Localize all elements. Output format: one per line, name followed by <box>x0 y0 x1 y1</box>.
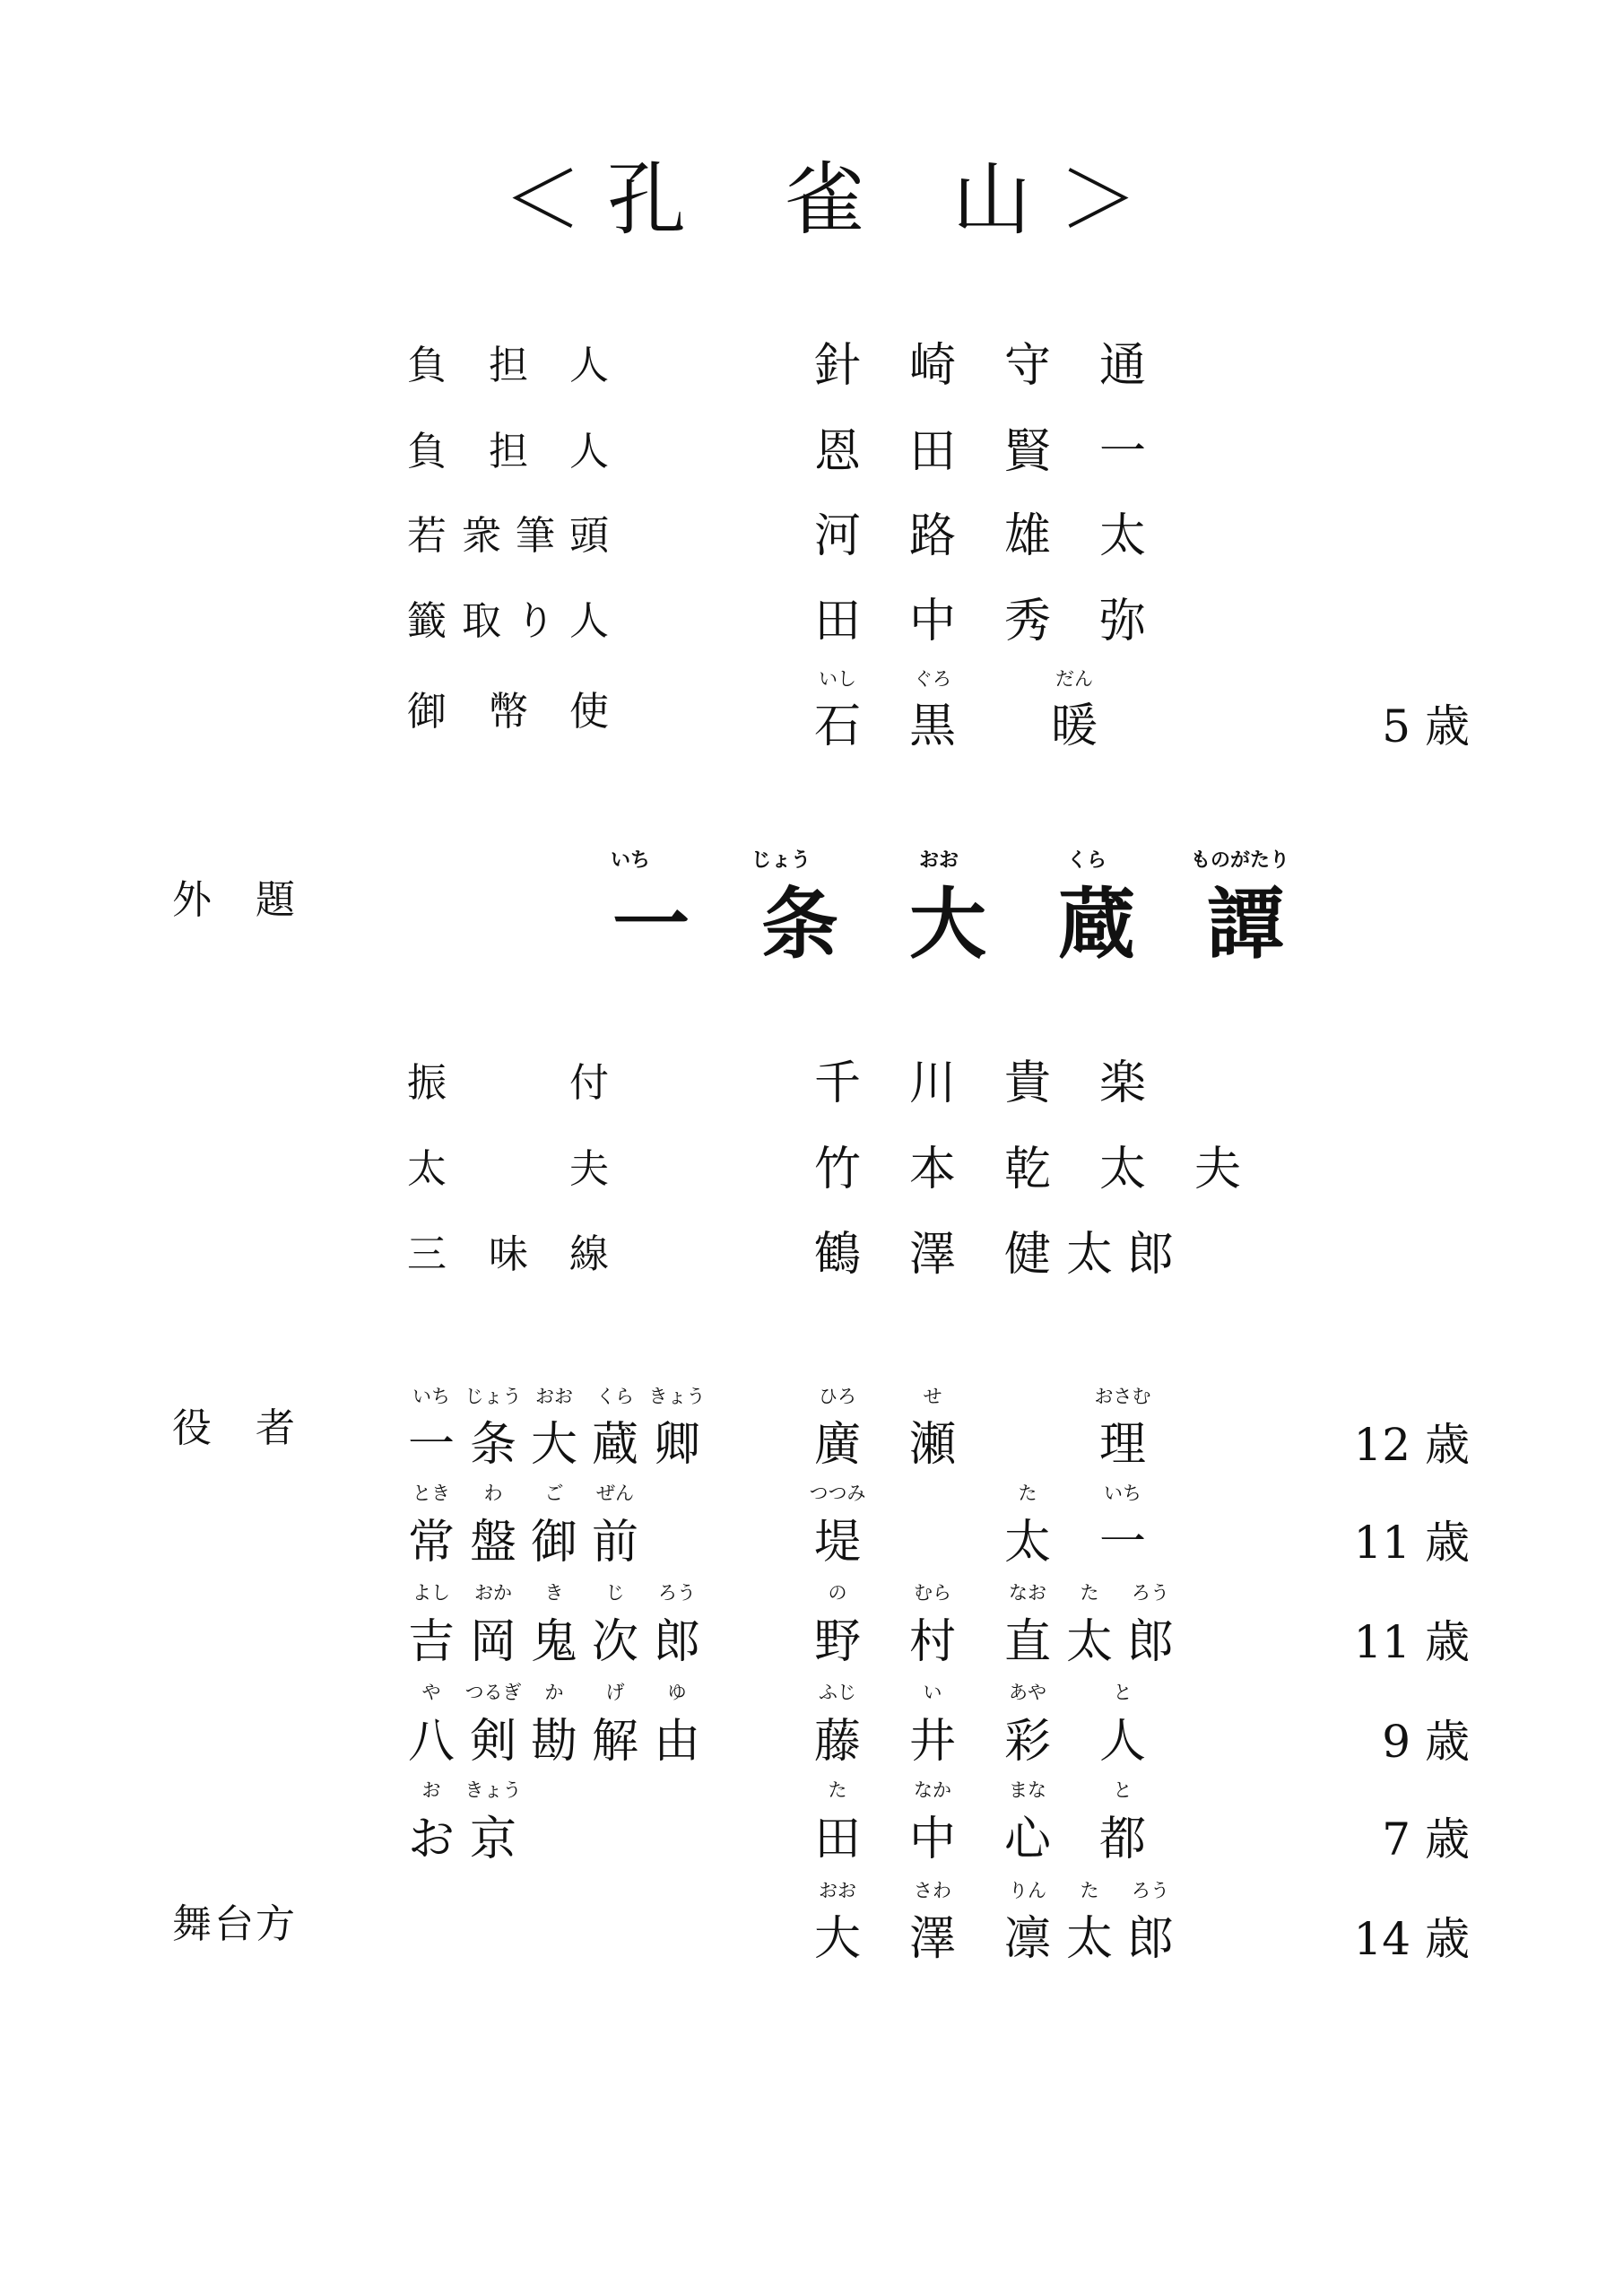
cast-label-char: 役 <box>172 1405 212 1451</box>
ruby-text: おお <box>918 849 959 872</box>
official-name-char: 賢 <box>1003 425 1052 479</box>
ruby-text: ふじ <box>819 1682 856 1703</box>
play-title-char: 譚 <box>1207 880 1284 970</box>
ruby-text: か <box>544 1682 564 1703</box>
ruby-text: ろう <box>1132 1582 1169 1604</box>
cast-age: 12 歳 <box>1353 1419 1470 1471</box>
official-name-char: 田 <box>908 425 957 479</box>
official-role-char: 取 <box>462 598 501 644</box>
staff-role-char: 振 <box>407 1060 447 1106</box>
staff-name-char: 澤 <box>908 1228 957 1282</box>
stage-crew-name-char: 太 <box>1065 1912 1114 1966</box>
official-name-char: 雄 <box>1003 509 1052 563</box>
ruby-text: いち <box>412 1386 450 1407</box>
ruby-text: だん <box>1055 668 1093 690</box>
official-name <box>0 425 1623 479</box>
ruby-text: わ <box>483 1483 503 1504</box>
ruby-text: よし <box>412 1582 450 1604</box>
ruby-text: ゆ <box>667 1682 687 1703</box>
staff-name <box>0 1143 1623 1196</box>
staff-name-char: 郎 <box>1126 1228 1175 1282</box>
official-role-char: 負 <box>407 429 447 474</box>
cast-role-char: お <box>407 1813 456 1866</box>
official-name-char: 秀 <box>1003 595 1052 648</box>
ruby-text: ぜん <box>596 1483 634 1504</box>
cast-age: 11 歳 <box>1353 1616 1470 1668</box>
cast-name <box>0 1813 1623 1866</box>
ruby-text: いち <box>610 849 651 872</box>
ruby-text: なお <box>1009 1582 1046 1604</box>
cast-name-char: 藤 <box>813 1715 862 1769</box>
ruby-text: ものがたり <box>1190 849 1290 872</box>
page-title-char: 孔 <box>606 153 687 246</box>
stage-crew-name-char: 郎 <box>1126 1912 1175 1966</box>
official-name <box>0 509 1623 563</box>
ruby-text: せ <box>923 1386 942 1407</box>
ruby-text: げ <box>605 1682 625 1703</box>
cast-name-ruby <box>0 1681 1623 1704</box>
official-role-char: 衆 <box>462 513 501 559</box>
cast-role-char: 卿 <box>653 1418 701 1472</box>
official-name-char: 路 <box>908 509 957 563</box>
stage-crew-age: 14 歳 <box>1353 1913 1470 1965</box>
official-name-char: 太 <box>1098 509 1147 563</box>
stage-crew-label-char: 方 <box>256 1901 295 1947</box>
cast-label-char: 者 <box>256 1405 295 1451</box>
cast-name-char: 人 <box>1098 1715 1147 1769</box>
cast-name-char: 堤 <box>813 1516 862 1570</box>
page-title <box>0 153 1623 246</box>
page-title-char: ＜ <box>502 153 583 246</box>
staff-name-char: 貴 <box>1003 1057 1052 1110</box>
official-name-char: 崎 <box>908 339 957 393</box>
official-name-char: 中 <box>908 595 957 648</box>
ruby-text: おさむ <box>1094 1386 1151 1407</box>
official-role-char: 人 <box>569 598 609 644</box>
play-title-char: 一 <box>612 880 690 970</box>
play-label-char: 外 <box>172 877 212 923</box>
staff-name-char: 川 <box>908 1057 957 1110</box>
official-name <box>0 700 1623 753</box>
ruby-text: あや <box>1009 1682 1046 1703</box>
cast-role-char: 京 <box>469 1813 517 1866</box>
official-name-char: 河 <box>813 509 862 563</box>
ruby-text: た <box>828 1779 847 1801</box>
ruby-text: くら <box>596 1386 634 1407</box>
ruby-text: ぐろ <box>914 668 951 690</box>
stage-crew-name-char: 大 <box>813 1912 862 1966</box>
official-role-char: 使 <box>569 689 609 735</box>
play-title-char: 蔵 <box>1058 880 1135 970</box>
ruby-text: つつみ <box>809 1483 866 1504</box>
cast-name-char: 太 <box>1003 1516 1052 1570</box>
cast-role-char: 八 <box>407 1715 456 1769</box>
staff-name-char: 本 <box>908 1143 957 1196</box>
official-role-char: 人 <box>569 429 609 474</box>
cast-role-char: 前 <box>591 1516 639 1570</box>
staff-role-char: 太 <box>407 1146 447 1192</box>
cast-name-char: 廣 <box>813 1418 862 1472</box>
cast-name-char: 都 <box>1098 1813 1147 1866</box>
ruby-text: くら <box>1066 849 1107 872</box>
official-name <box>0 339 1623 393</box>
staff-name-char: 夫 <box>1193 1143 1242 1196</box>
ruby-text: き <box>544 1582 564 1604</box>
official-role-char: 筆 <box>516 513 555 559</box>
official-name-char: 一 <box>1098 425 1147 479</box>
ruby-text: つるぎ <box>464 1682 522 1703</box>
ruby-text: じょう <box>464 1386 522 1407</box>
staff-name-char: 乾 <box>1003 1143 1052 1196</box>
staff-name-char: 鶴 <box>813 1228 862 1282</box>
ruby-text: い <box>923 1682 942 1703</box>
cast-role-char: 解 <box>591 1715 639 1769</box>
ruby-text: おお <box>819 1880 856 1901</box>
official-name-char: 弥 <box>1098 595 1147 648</box>
ruby-text: た <box>1080 1582 1099 1604</box>
cast-name-char: 彩 <box>1003 1715 1052 1769</box>
page-title-char: 雀 <box>785 153 865 246</box>
staff-role-char: 付 <box>569 1060 609 1106</box>
ruby-text: じょう <box>751 849 812 872</box>
ruby-text: りん <box>1009 1880 1046 1901</box>
cast-name-char: 野 <box>813 1615 862 1669</box>
play-label-char: 題 <box>256 877 295 923</box>
cast-name-char: 中 <box>908 1813 957 1866</box>
cast-name-char: 直 <box>1003 1615 1052 1669</box>
stage-crew-name-char: 凛 <box>1003 1912 1052 1966</box>
official-name <box>0 595 1623 648</box>
staff-role-char: 味 <box>489 1231 528 1277</box>
cast-age: 11 歳 <box>1353 1517 1470 1569</box>
ruby-text: じ <box>605 1582 625 1604</box>
staff-name-char: 太 <box>1098 1143 1147 1196</box>
ruby-text: まな <box>1009 1779 1046 1801</box>
official-role-char: 負 <box>407 343 447 388</box>
stage-crew-name-ruby <box>0 1879 1623 1902</box>
official-age: 5 歳 <box>1382 700 1470 752</box>
official-name-char: 恩 <box>813 425 862 479</box>
cast-role-char: 鬼 <box>530 1615 578 1669</box>
cast-name-char: 瀬 <box>908 1418 957 1472</box>
cast-role-char: 岡 <box>469 1615 517 1669</box>
official-name-char: 針 <box>813 339 862 393</box>
cast-name-ruby <box>0 1779 1623 1802</box>
cast-name-ruby <box>0 1385 1623 1408</box>
official-role-char: 幣 <box>489 689 528 735</box>
ruby-text: いち <box>1104 1483 1141 1504</box>
staff-role-char: 線 <box>569 1231 609 1277</box>
cast-role-char: 大 <box>530 1418 578 1472</box>
staff-name-char: 楽 <box>1098 1057 1147 1110</box>
ruby-text: さわ <box>914 1880 951 1901</box>
cast-role-char: 勘 <box>530 1715 578 1769</box>
cast-name-char: 心 <box>1003 1813 1052 1866</box>
official-role-char: り <box>516 598 555 644</box>
official-role-char: 担 <box>489 429 528 474</box>
cast-age: 9 歳 <box>1382 1716 1470 1768</box>
cast-role-char: 常 <box>407 1516 456 1570</box>
cast-name-char: 太 <box>1065 1615 1114 1669</box>
staff-name-char: 健 <box>1003 1228 1052 1282</box>
ruby-text: ご <box>544 1483 564 1504</box>
official-role-char: 頭 <box>569 513 609 559</box>
cast-name-char: 郎 <box>1126 1615 1175 1669</box>
ruby-text: や <box>421 1682 441 1703</box>
official-role-char: 担 <box>489 343 528 388</box>
cast-name-char: 村 <box>908 1615 957 1669</box>
cast-role-char: 次 <box>591 1615 639 1669</box>
cast-name-char: 田 <box>813 1813 862 1866</box>
cast-name-char: 理 <box>1098 1418 1147 1472</box>
page-title-char: 山 <box>951 153 1032 246</box>
cast-role-char: 盤 <box>469 1516 517 1570</box>
cast-role-char: 由 <box>653 1715 701 1769</box>
staff-name-char: 太 <box>1065 1228 1114 1282</box>
cast-name <box>0 1715 1623 1769</box>
play-title-ruby <box>0 848 1623 874</box>
ruby-text: おお <box>535 1386 573 1407</box>
page-title-char: ＞ <box>1058 153 1139 246</box>
stage-crew-name-char: 澤 <box>908 1912 957 1966</box>
ruby-text: と <box>1113 1682 1133 1703</box>
cast-name-ruby <box>0 1581 1623 1605</box>
official-name-char: 黒 <box>908 700 957 753</box>
staff-role-char: 夫 <box>569 1146 609 1192</box>
official-role-char: 若 <box>407 513 447 559</box>
cast-name-char: 一 <box>1098 1516 1147 1570</box>
ruby-text: た <box>1080 1880 1099 1901</box>
staff-name-char: 竹 <box>813 1143 862 1196</box>
ruby-text: むら <box>914 1582 951 1604</box>
official-name-char: 暖 <box>1050 700 1098 753</box>
stage-crew-label-char: 舞 <box>172 1901 212 1947</box>
cast-age: 7 歳 <box>1382 1813 1470 1866</box>
staff-role-char: 三 <box>407 1231 447 1277</box>
staff-name <box>0 1057 1623 1110</box>
stage-crew-label-char: 台 <box>214 1901 254 1947</box>
official-name-char: 守 <box>1003 339 1052 393</box>
cast-role-char: 御 <box>530 1516 578 1570</box>
ruby-text: ろう <box>658 1582 696 1604</box>
ruby-text: と <box>1113 1779 1133 1801</box>
cast-role-char: 剣 <box>469 1715 517 1769</box>
ruby-text: お <box>421 1779 441 1801</box>
ruby-text: きょう <box>648 1386 706 1407</box>
cast-role-char: 蔵 <box>591 1418 639 1472</box>
cast-role-char: 吉 <box>407 1615 456 1669</box>
ruby-text: きょう <box>464 1779 522 1801</box>
ruby-text: た <box>1018 1483 1037 1504</box>
play-title <box>0 882 1623 968</box>
official-role-char: 御 <box>407 689 447 735</box>
play-title-char: 大 <box>909 880 986 970</box>
ruby-text: ろう <box>1132 1880 1169 1901</box>
official-name-char: 通 <box>1098 339 1147 393</box>
cast-role-char: 一 <box>407 1418 456 1472</box>
official-role-char: 籤 <box>407 598 447 644</box>
official-name-char: 石 <box>813 700 862 753</box>
play-title-char: 条 <box>761 880 838 970</box>
cast-name-char: 井 <box>908 1715 957 1769</box>
cast-name-ruby <box>0 1482 1623 1505</box>
official-role-char: 人 <box>569 343 609 388</box>
ruby-text: ひろ <box>819 1386 856 1407</box>
cast-role-char: 条 <box>469 1418 517 1472</box>
official-name-char: 田 <box>813 595 862 648</box>
staff-name <box>0 1228 1623 1282</box>
ruby-text: とき <box>412 1483 450 1504</box>
cast-role-char: 郎 <box>653 1615 701 1669</box>
ruby-text: なか <box>914 1779 951 1801</box>
ruby-text: おか <box>474 1582 512 1604</box>
ruby-text: の <box>828 1582 847 1604</box>
official-name-ruby <box>0 667 1623 691</box>
ruby-text: いし <box>819 668 856 690</box>
staff-name-char: 千 <box>813 1057 862 1110</box>
